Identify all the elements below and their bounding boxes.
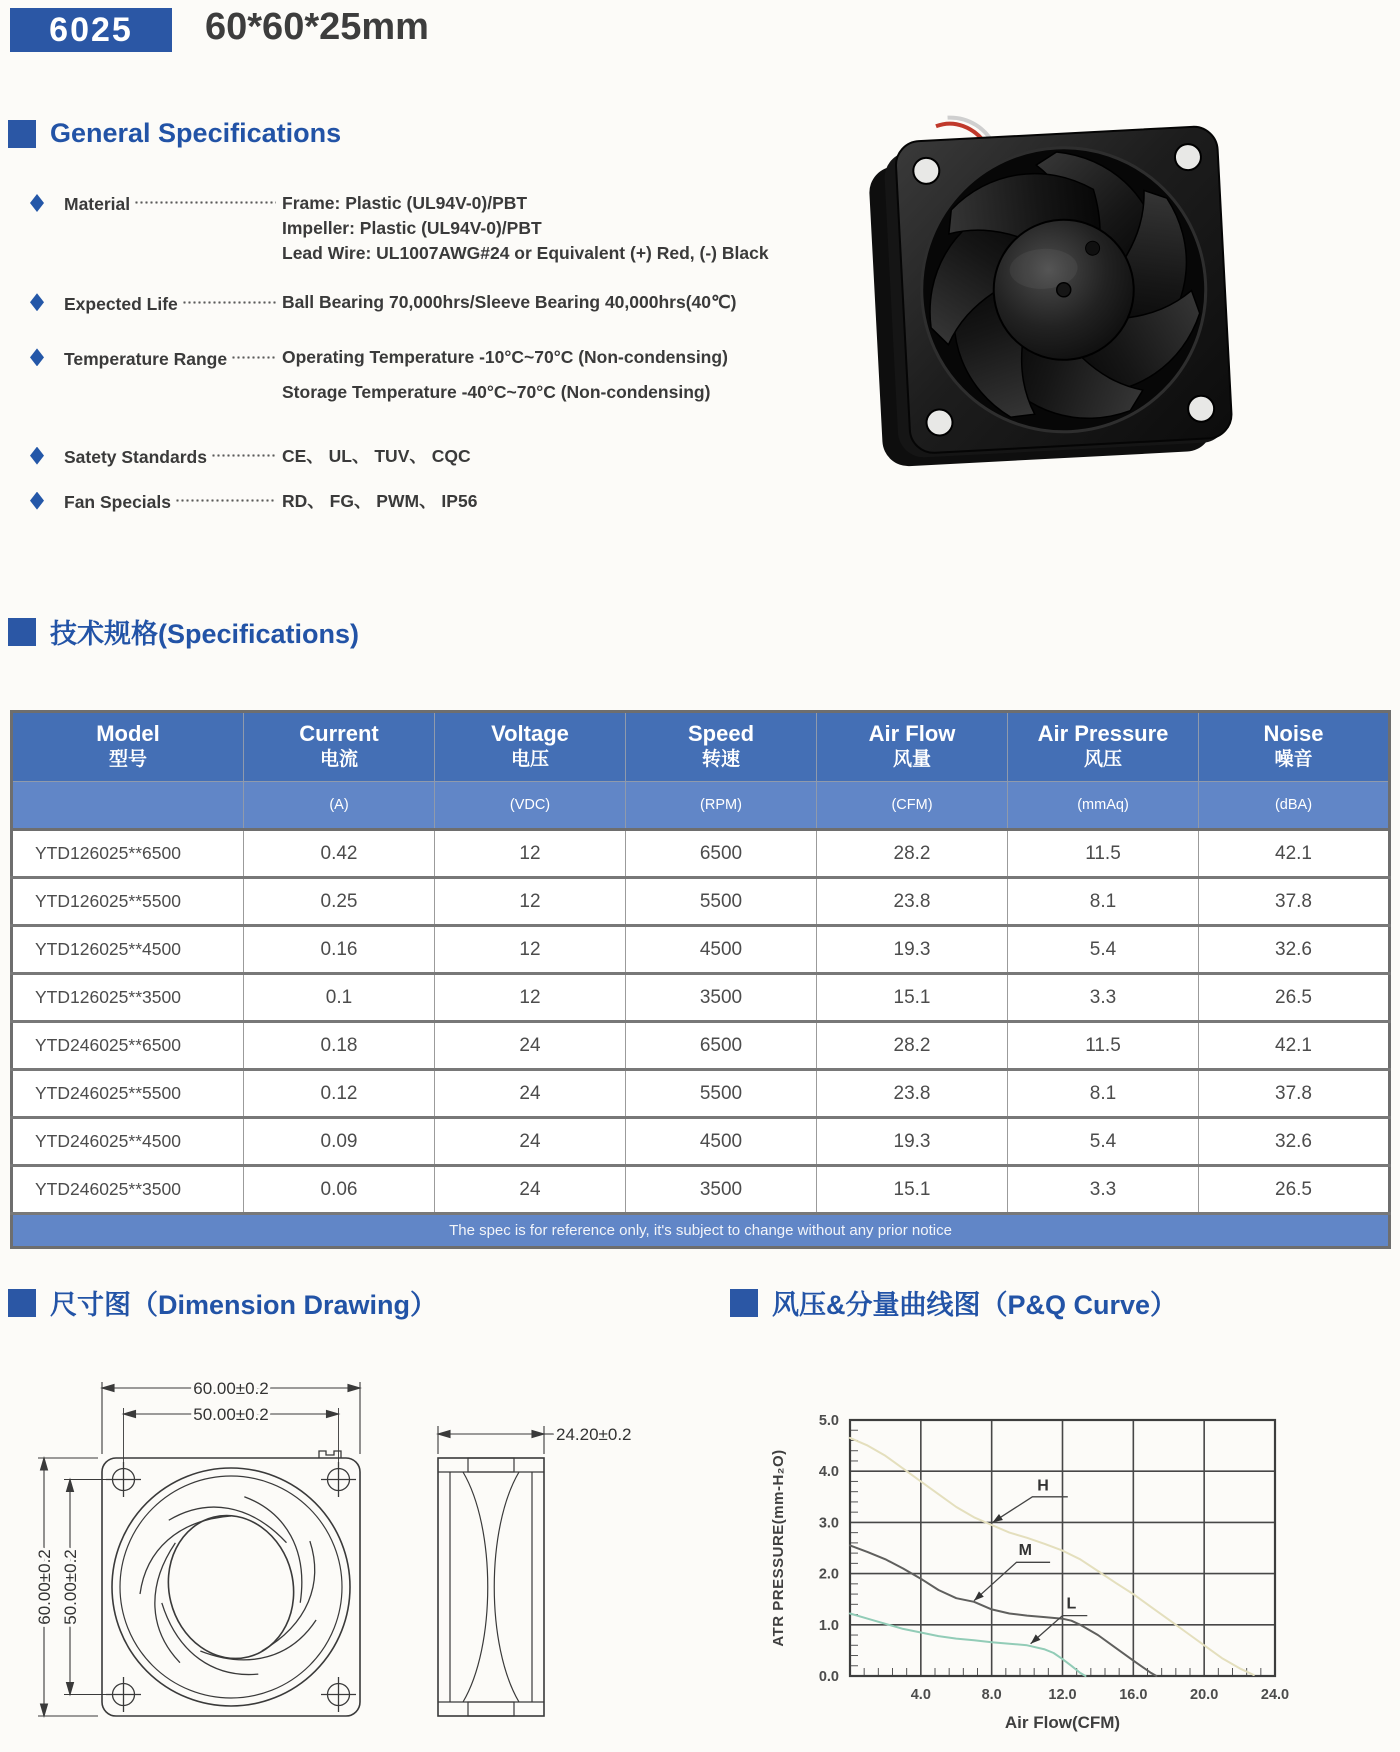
value-cell: 28.2 <box>817 830 1008 878</box>
value-cell: 5500 <box>626 1070 817 1118</box>
value-cell: 4500 <box>626 926 817 974</box>
value-cell: 0.18 <box>244 1022 435 1070</box>
value-cell: 37.8 <box>1199 1070 1390 1118</box>
dotted-leader <box>182 291 276 309</box>
value-cell: 0.09 <box>244 1118 435 1166</box>
spec-label-text: Fan Specials <box>64 492 171 513</box>
value-cell: 0.12 <box>244 1070 435 1118</box>
unit-cell: (A) <box>244 782 435 830</box>
x-tick-label: 24.0 <box>1260 1687 1290 1703</box>
unit-cell: (mmAq) <box>1008 782 1199 830</box>
value-cell: 4500 <box>626 1118 817 1166</box>
value-cell: 8.1 <box>1008 878 1199 926</box>
dotted-leader <box>175 490 276 508</box>
spec-item-temperature-range <box>30 346 830 406</box>
model-cell: YTD126025**3500 <box>12 974 244 1022</box>
spec-value-line: CE、 UL、 TUV、 CQC <box>282 445 471 466</box>
spec-value-line: Frame: Plastic (UL94V-0)/PBT <box>282 193 528 213</box>
x-tick-label: 12.0 <box>1048 1687 1077 1703</box>
pq-curve-chart <box>755 1408 1315 1752</box>
spec-value-line: Operating Temperature -10°C~70°C (Non-condensing) <box>282 347 728 368</box>
unit-cell <box>12 782 244 830</box>
value-cell: 5500 <box>626 878 817 926</box>
x-axis-title: Air Flow(CFM) <box>1004 1713 1121 1732</box>
y-tick-label: 5.0 <box>818 1413 839 1429</box>
spec-value-line: Ball Bearing 70,000hrs/Sleeve Bearing 40,000hrs(40℃) <box>282 292 737 313</box>
value-cell: 24 <box>435 1166 626 1214</box>
value-cell: 12 <box>435 878 626 926</box>
spec-value <box>282 192 830 267</box>
pq-curve-heading <box>730 1283 1177 1322</box>
value-cell: 3.3 <box>1008 974 1199 1022</box>
column-header: Model 型号 <box>12 712 244 782</box>
dotted-leader <box>231 346 276 364</box>
section-square-icon <box>8 618 36 646</box>
column-header: Current 电流 <box>244 712 435 782</box>
value-cell: 26.5 <box>1199 974 1390 1022</box>
value-cell: 24 <box>435 1070 626 1118</box>
value-cell: 12 <box>435 974 626 1022</box>
curve-M <box>850 1545 1156 1676</box>
value-cell: 8.1 <box>1008 1070 1199 1118</box>
unit-cell: (RPM) <box>626 782 817 830</box>
diamond-bullet-icon <box>30 348 44 366</box>
table-header-row <box>12 712 1390 782</box>
unit-cell: (dBA) <box>1199 782 1390 830</box>
series-label-L: L <box>1066 1595 1077 1613</box>
column-header: Air Pressure 风压 <box>1008 712 1199 782</box>
dotted-leader <box>134 192 276 210</box>
value-cell: 0.16 <box>244 926 435 974</box>
table-row <box>12 1166 1390 1214</box>
dim-hole-pitch-v-label: 50.00±0.2 <box>61 1549 80 1625</box>
value-cell: 37.8 <box>1199 878 1390 926</box>
value-cell: 0.1 <box>244 974 435 1022</box>
x-tick-label: 16.0 <box>1119 1687 1148 1703</box>
hub-center-dot <box>1056 282 1071 297</box>
value-cell: 26.5 <box>1199 1166 1390 1214</box>
dimension-title: 尺寸图（Dimension Drawing） <box>50 1290 438 1320</box>
column-header: Voltage 电压 <box>435 712 626 782</box>
spec-label-text: Temperature Range <box>64 348 228 369</box>
column-header: Air Flow 风量 <box>817 712 1008 782</box>
spec-item-fan-specials <box>30 490 830 515</box>
fan-body <box>866 103 1242 467</box>
value-cell: 19.3 <box>817 926 1008 974</box>
model-cell: YTD246025**6500 <box>12 1022 244 1070</box>
general-specs-title: General Specifications <box>50 118 342 148</box>
spec-value <box>282 490 830 515</box>
side-view <box>438 1458 544 1716</box>
spec-label-text: Satety Standards <box>64 446 207 467</box>
specifications-heading <box>8 612 359 651</box>
y-axis-title: ATR PRESSURE(mm-H₂O) <box>770 1449 787 1647</box>
units-row <box>12 782 1390 830</box>
general-spec-list <box>30 192 830 539</box>
curve-L <box>850 1614 1086 1677</box>
spec-label-text: Expected Life <box>64 293 178 314</box>
x-tick-label: 20.0 <box>1190 1687 1219 1703</box>
spec-label-text: Material <box>64 194 131 215</box>
value-cell: 3.3 <box>1008 1166 1199 1214</box>
fan-photo-graphic <box>845 100 1275 490</box>
value-cell: 32.6 <box>1199 1118 1390 1166</box>
series-label-H: H <box>1037 1477 1049 1495</box>
model-cell: YTD246025**5500 <box>12 1070 244 1118</box>
dim-depth-label: 24.20±0.2 <box>556 1425 632 1444</box>
arrowhead-icon <box>993 1514 1003 1522</box>
dimension-drawing-graphic <box>30 1358 690 1752</box>
leader-line-H <box>993 1497 1068 1523</box>
spec-item-expected-life <box>30 291 830 316</box>
spec-label <box>64 445 282 468</box>
value-cell: 11.5 <box>1008 1022 1199 1070</box>
table-row <box>12 1022 1390 1070</box>
x-tick-label: 8.0 <box>981 1687 1002 1703</box>
size-title: 60*60*25mm <box>205 6 429 48</box>
dimension-drawing <box>30 1358 690 1752</box>
value-cell: 19.3 <box>817 1118 1008 1166</box>
spec-table <box>10 710 1391 1249</box>
value-cell: 15.1 <box>817 1166 1008 1214</box>
column-header: Speed 转速 <box>626 712 817 782</box>
table-row <box>12 1070 1390 1118</box>
spec-label <box>64 291 282 314</box>
spec-value-line: Impeller: Plastic (UL94V-0)/PBT <box>282 218 542 239</box>
value-cell: 0.25 <box>244 878 435 926</box>
spec-label <box>64 192 282 215</box>
value-cell: 23.8 <box>817 1070 1008 1118</box>
dimension-heading <box>8 1283 437 1322</box>
general-specs-heading <box>8 118 341 149</box>
dim-width-label: 60.00±0.2 <box>193 1379 269 1398</box>
spec-label <box>64 490 282 513</box>
front-view <box>102 1451 360 1716</box>
spec-value-line: RD、 FG、 PWM、 IP56 <box>282 490 478 511</box>
value-cell: 3500 <box>626 974 817 1022</box>
value-cell: 24 <box>435 1022 626 1070</box>
unit-cell: (CFM) <box>817 782 1008 830</box>
model-badge: 6025 <box>10 8 172 52</box>
diamond-bullet-icon <box>30 492 44 510</box>
x-tick-label: 4.0 <box>910 1687 931 1703</box>
value-cell: 24 <box>435 1118 626 1166</box>
dotted-leader <box>211 445 276 463</box>
dim-height-label: 60.00±0.2 <box>35 1549 54 1625</box>
curve-H <box>850 1438 1254 1675</box>
spec-table-wrap <box>10 710 1390 1249</box>
dim-hole-pitch-h-label: 50.00±0.2 <box>193 1405 269 1424</box>
value-cell: 42.1 <box>1199 1022 1390 1070</box>
y-tick-label: 2.0 <box>818 1566 839 1583</box>
value-cell: 12 <box>435 830 626 878</box>
diamond-bullet-icon <box>30 447 44 465</box>
section-square-icon <box>8 1289 36 1317</box>
spec-value <box>282 291 830 316</box>
column-header: Noise 噪音 <box>1199 712 1390 782</box>
y-tick-label: 4.0 <box>818 1464 839 1481</box>
value-cell: 3500 <box>626 1166 817 1214</box>
spec-value <box>282 445 830 470</box>
table-footnote: The spec is for reference only, it's subject to change without any prior notice <box>12 1214 1390 1248</box>
value-cell: 15.1 <box>817 974 1008 1022</box>
y-tick-label: 1.0 <box>818 1617 839 1634</box>
model-cell: YTD246025**3500 <box>12 1166 244 1214</box>
specifications-title: 技术规格(Specifications) <box>50 619 360 649</box>
leader-line-M <box>974 1562 1050 1600</box>
table-row <box>12 974 1390 1022</box>
value-cell: 12 <box>435 926 626 974</box>
dim-lines-depth <box>438 1426 554 1454</box>
table-row <box>12 830 1390 878</box>
unit-cell: (VDC) <box>435 782 626 830</box>
diamond-bullet-icon <box>30 194 44 212</box>
value-cell: 0.42 <box>244 830 435 878</box>
table-row <box>12 1118 1390 1166</box>
spec-value <box>282 346 830 406</box>
section-square-icon <box>730 1289 758 1317</box>
value-cell: 5.4 <box>1008 926 1199 974</box>
model-cell: YTD126025**5500 <box>12 878 244 926</box>
value-cell: 11.5 <box>1008 830 1199 878</box>
series-label-M: M <box>1018 1542 1032 1560</box>
spec-value-line: Storage Temperature -40°C~70°C (Non-condensing) <box>282 382 711 403</box>
model-cell: YTD246025**4500 <box>12 1118 244 1166</box>
section-square-icon <box>8 120 36 148</box>
y-tick-label: 0.0 <box>818 1669 839 1685</box>
table-row <box>12 878 1390 926</box>
value-cell: 28.2 <box>817 1022 1008 1070</box>
fan-product-photo <box>845 100 1275 490</box>
value-cell: 5.4 <box>1008 1118 1199 1166</box>
y-tick-label: 3.0 <box>818 1515 839 1532</box>
spec-item-material <box>30 192 830 267</box>
spec-value-line: Lead Wire: UL1007AWG#24 or Equivalent (+) Red, (-) Black <box>282 243 769 264</box>
value-cell: 6500 <box>626 1022 817 1070</box>
spec-item-satety-standards <box>30 445 830 470</box>
value-cell: 32.6 <box>1199 926 1390 974</box>
table-row <box>12 926 1390 974</box>
pq-curve-figure <box>755 1408 1315 1752</box>
value-cell: 6500 <box>626 830 817 878</box>
value-cell: 42.1 <box>1199 830 1390 878</box>
diamond-bullet-icon <box>30 293 44 311</box>
value-cell: 23.8 <box>817 878 1008 926</box>
pq-curve-title: 风压&分量曲线图（P&Q Curve） <box>772 1290 1178 1320</box>
model-cell: YTD126025**4500 <box>12 926 244 974</box>
model-cell: YTD126025**6500 <box>12 830 244 878</box>
value-cell: 0.06 <box>244 1166 435 1214</box>
spec-label <box>64 346 282 369</box>
